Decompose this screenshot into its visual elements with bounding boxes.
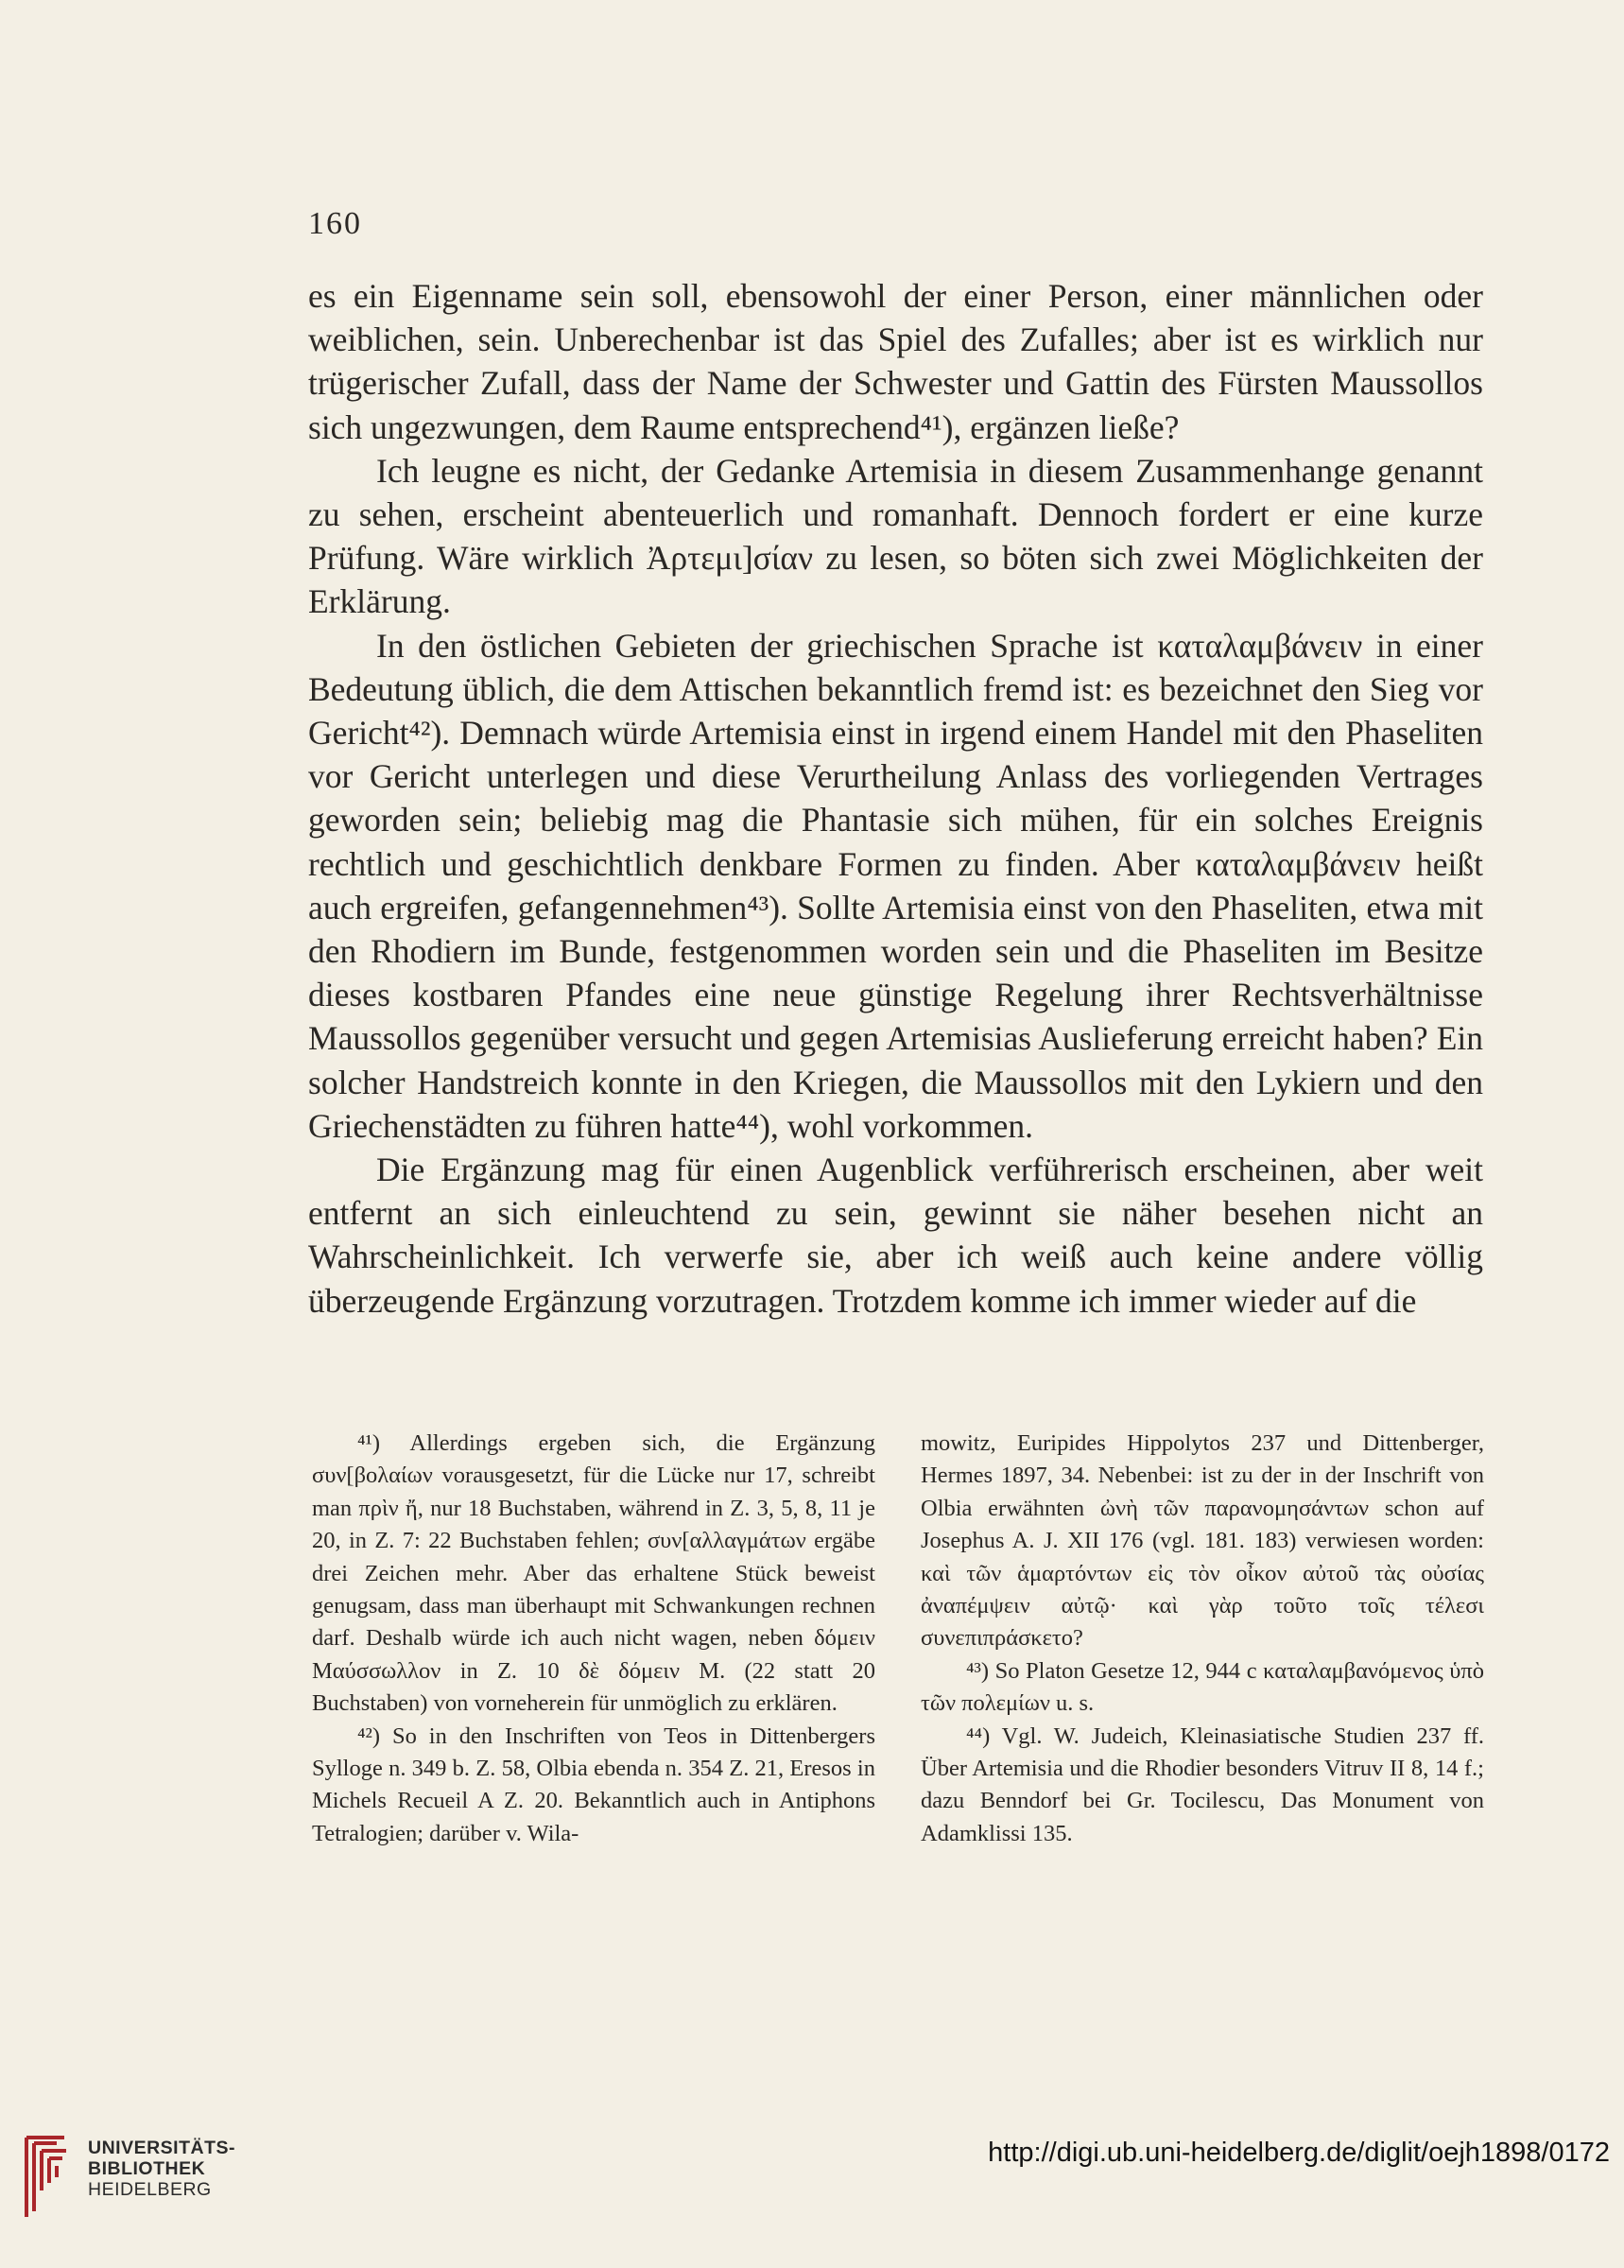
library-name-line-2: BIBLIOTHEK (88, 2158, 206, 2179)
paragraph-4: Die Ergänzung mag für einen Augenblick verführerisch erscheinen, aber weit entfernt an sich einleuchtend zu sein, gewinnt sie näher besehen nicht an Wahrscheinlichkeit. Ich verwerfe sie, aber ich weiß auch keine andere völlig überzeugende Ergänzung vorzutragen. Trotzdem komme ich immer wieder auf die (308, 1151, 1483, 1320)
footnotes-left-column (312, 1428, 875, 1850)
footnotes-right-column (921, 1428, 1484, 1850)
library-name (88, 2138, 235, 2200)
body-text (308, 274, 1483, 1323)
paragraph-1: es ein Eigenname sein soll, ebensowohl der einer Person, einer männlichen oder weiblichen, sein. Unberechenbar ist das Spiel des Zufalles; aber ist es wirklich nur trügerischer Zufall, dass der Name der Schwester und Gattin des Fürsten Maussollos sich ungezwungen, dem Raume entsprechend⁴¹), ergänzen ließe? (308, 277, 1483, 446)
library-name-line-3: HEIDELBERG (88, 2179, 212, 2200)
footnote-42: ⁴²) So in den Inschriften von Teos in Dittenbergers Sylloge n. 349 b. Z. 58, Olbia ebenda n. 354 Z. 21, Eresos in Michels Recueil A Z. 20. Bekanntlich auch in Antiphons Tetralogien; darüber v. Wila- (312, 1723, 875, 1846)
source-url-link[interactable]: http://digi.ub.uni-heidelberg.de/diglit/oejh1898/0172 (988, 2138, 1610, 2168)
paragraph-3: In den östlichen Gebieten der griechischen Sprache ist καταλαμβάνειν in einer Bedeutung üblich, die dem Attischen bekanntlich fremd ist: es bezeichnet den Sieg vor Gericht⁴²). Demnach würde Artemisia einst in irgend einem Handel mit den Phaseliten vor Gericht unterlegen und diese Verurtheilung Anlass des vorliegenden Vertrages geworden sein; beliebig mag die Phantasie sich mühen, für ein solches Ereignis rechtlich und geschichtlich denkbare Formen zu finden. Aber καταλαμβάνειν heißt auch ergreifen, gefangennehmen⁴³). Sollte Artemisia einst von den Phaseliten, etwa mit den Rhodiern im Bunde, festgenommen worden sein und die Phaseliten im Besitze dieses kostbaren Pfandes eine neue günstige Regelung ihrer Rechtsverhältnisse Maussollos gegenüber versucht und gegen Artemisias Auslieferung erreicht haben? Ein solcher Handstreich konnte in den Kriegen, die Maussollos mit den Lykiern und den Griechenstädten zu führen hatte⁴⁴), wohl vorkommen. (308, 626, 1483, 1145)
paragraph-2: Ich leugne es nicht, der Gedanke Artemisia in diesem Zusammenhange genannt zu sehen, erscheint abenteuerlich und romanhaft. Dennoch fordert er eine kurze Prüfung. Wäre wirklich Ἀρτεμι]σίαν zu lesen, so böten sich zwei Möglichkeiten der Erklärung. (308, 451, 1483, 621)
page-number: 160 (308, 206, 362, 241)
library-logo-icon (19, 2134, 72, 2221)
footer (0, 2113, 1624, 2268)
library-name-line-1: UNIVERSITÄTS- (88, 2138, 236, 2158)
footnotes (312, 1428, 1484, 1850)
footnote-42-continued: mowitz, Euripides Hippolytos 237 und Dittenberger, Hermes 1897, 34. Nebenbei: ist zu der in der Inschrift von Olbia erwähnten ὠνὴ τῶν παρανομησάντων schon auf Josephus A. J. XII 176 (vgl. 181. 183) verwiesen worden: καὶ τῶν ἁμαρτόντων εἰς τὸν οἶκον αὐτοῦ τὰς οὐσίας ἀναπέμψειν αὐτῷ· καὶ γὰρ τοῦτο τοῖς τέλεσι συνεπιπράσκετο? (921, 1430, 1484, 1652)
footnote-43: ⁴³) So Platon Gesetze 12, 944 c καταλαμβανόμενος ὑπὸ τῶν πολεμίων u. s. (921, 1657, 1484, 1717)
footnote-44: ⁴⁴) Vgl. W. Judeich, Kleinasiatische Studien 237 ff. Über Artemisia und die Rhodier besonders Vitruv II 8, 14 f.; dazu Benndorf bei Gr. Tocilescu, Das Monument von Adamklissi 135. (921, 1723, 1484, 1846)
footnote-41: ⁴¹) Allerdings ergeben sich, die Ergänzung συν[βολαίων vorausgesetzt, für die Lücke nur 17, schreibt man πρὶν ἤ, nur 18 Buchstaben, während in Z. 3, 5, 8, 11 je 20, in Z. 7: 22 Buchstaben fehlen; συν[αλλαγμάτων ergäbe drei Zeichen mehr. Aber das erhaltene Stück beweist genugsam, dass man überhaupt mit Schwankungen rechnen darf. Deshalb würde ich auch nicht wagen, neben δόμειν Μαύσσωλλον in Z. 10 δὲ δόμειν M. (22 statt 20 Buchstaben) von vorneherein für unmöglich zu erklären. (312, 1430, 875, 1717)
